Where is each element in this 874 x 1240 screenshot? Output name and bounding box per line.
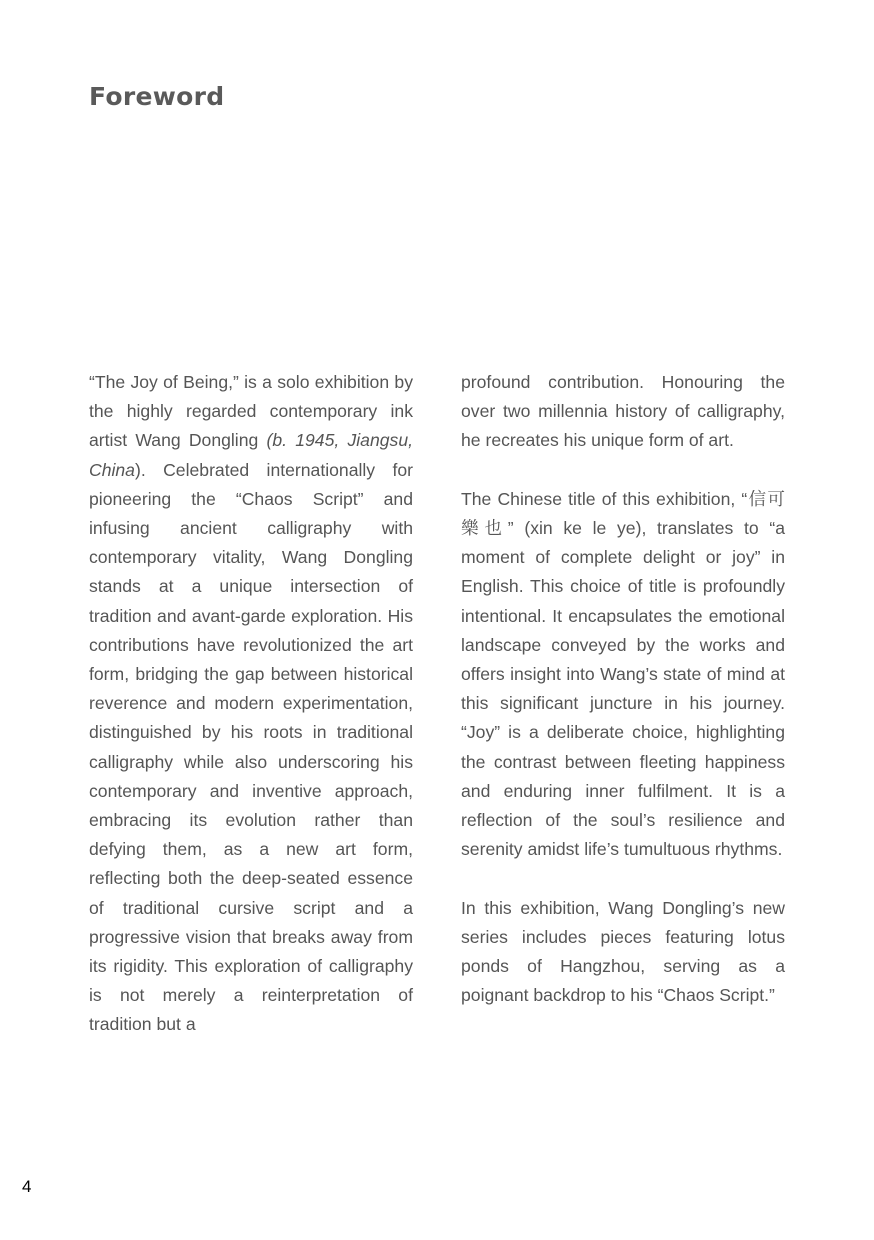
- page-number: 4: [22, 1177, 32, 1196]
- page-title: Foreword: [89, 82, 225, 111]
- artist-birth-info: (b. 1945, Jiangsu, China: [89, 430, 413, 480]
- foreword-paragraph-4: In this exhibition, Wang Dongling’s new series includes pieces featuring lotus ponds of Hangzhou, serving as a poignant backdrop to his “Chaos Script.”: [461, 897, 785, 1006]
- paragraph-text-start: “The Joy of Being,” is a solo exhibition by the highly regarded contemporary ink artist Wang Dongling: [89, 372, 413, 451]
- left-text-column: [89, 368, 413, 1040]
- right-text-column: [461, 368, 785, 1010]
- foreword-paragraph-1: [89, 368, 413, 1040]
- foreword-paragraph-2: profound contribution. Honouring the over two millennia history of calligraphy, he recreates his unique form of art.: [461, 372, 785, 451]
- paragraph-text-continued: ). Celebrated internationally for pioneering the “Chaos Script” and infusing ancient calligraphy with contemporary vitality, Wang Dongling stands at a unique intersection of tradition and avant-garde exploration. His contributions have revolutionized the art form, bridging the gap between historical reverence and modern experimentation, distinguished by his roots in traditional calligraphy while also underscoring his contemporary and inventive approach, embracing its evolution rather than defying them, as a new art form, reflecting both the deep-seated essence of traditional cursive script and a progressive vision that breaks away from its rigidity. This exploration of calligraphy is not merely a reinterpretation of tradition but a: [89, 459, 413, 1035]
- foreword-paragraph-3: The Chinese title of this exhibition, “信可樂也” (xin ke le ye), translates to “a moment of complete delight or joy” in English. This choice of title is profoundly intentional. It encapsulates the emotional landscape conveyed by the works and offers insight into Wang’s state of mind at this significant juncture in his journey. “Joy” is a deliberate choice, highlighting the contrast between fleeting happiness and enduring inner fulfilment. It is a reflection of the soul’s resilience and serenity amidst life’s tumultuous rhythms.: [461, 488, 785, 860]
